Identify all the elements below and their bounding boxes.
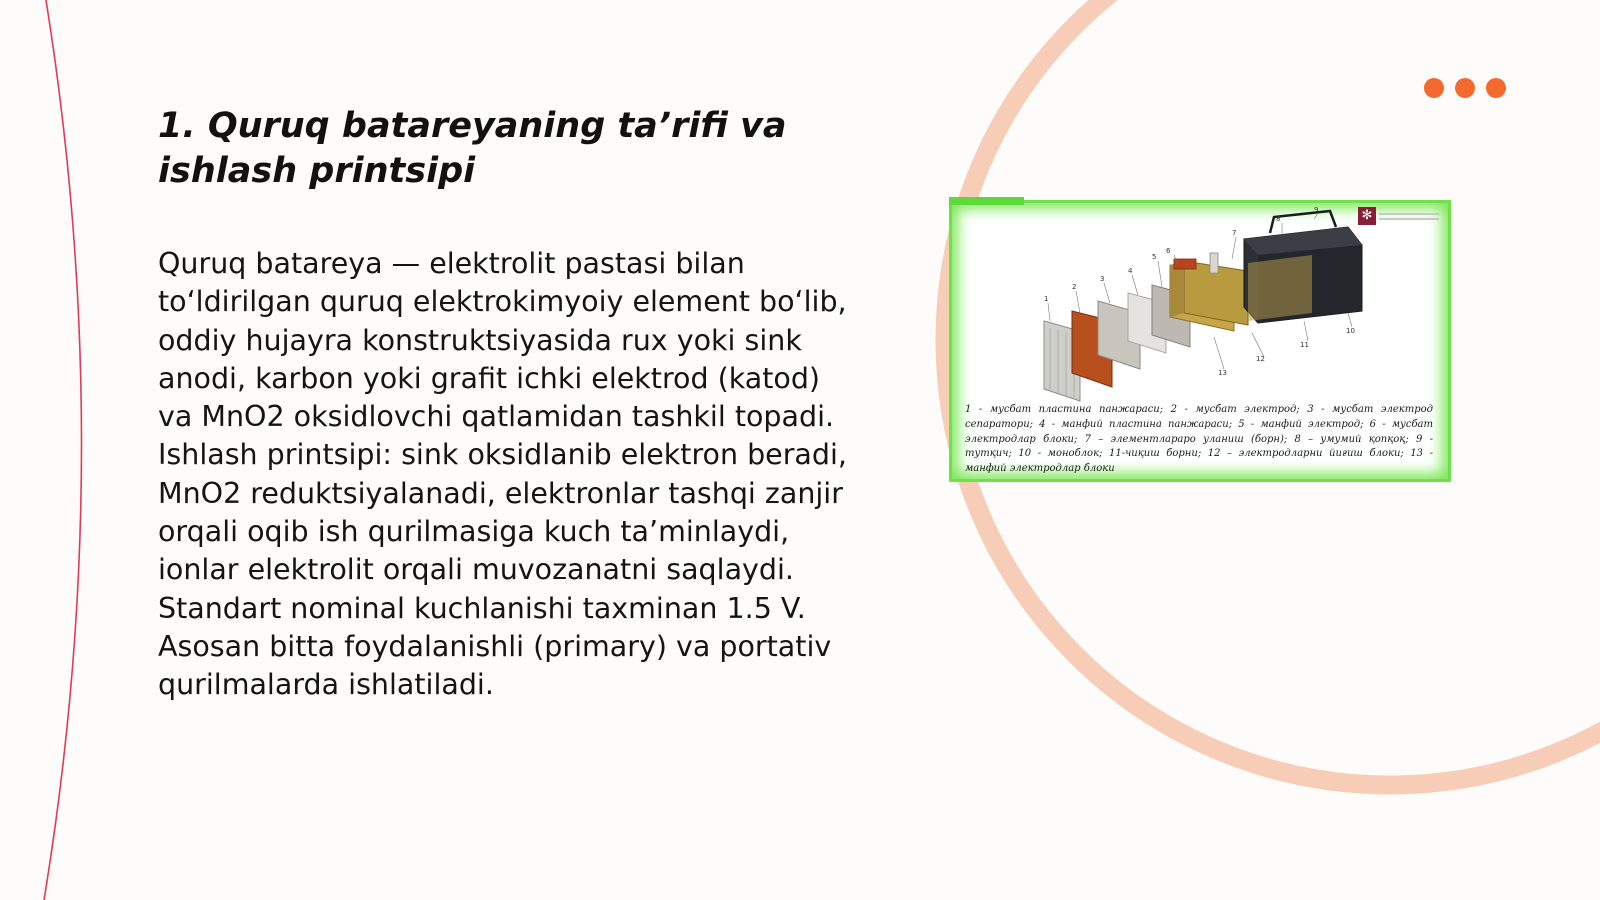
part-label-12: 12 xyxy=(1256,355,1265,363)
dot-1 xyxy=(1424,78,1444,98)
battery-exploded-view xyxy=(952,203,1448,413)
part-label-6: 6 xyxy=(1166,247,1171,255)
slide-title: 1. Quruq batareyaning ta’rifi va ishlash printsipi xyxy=(158,106,787,191)
battery-diagram-figure xyxy=(949,200,1451,482)
emblem-icon: ✻ xyxy=(1358,205,1444,227)
part-label-7: 7 xyxy=(1232,229,1237,237)
part-label-13: 13 xyxy=(1218,369,1227,377)
dot-3 xyxy=(1486,78,1506,98)
part-label-9: 9 xyxy=(1314,206,1319,214)
part-label-1: 1 xyxy=(1044,295,1049,303)
monoblock-case xyxy=(1244,211,1362,323)
left-accent-line xyxy=(44,0,82,900)
slide-body-text: Quruq batareya — elektrolit pastasi bilan to‘ldirilgan quruq elektrokimyoiy element bo‘lib, oddiy hujayra konstruktsiyasida rux yoki sink anodi, karbon yoki grafit ichki elektrod (katod) va MnO2 oksidlovchi qatlamidan tashkil topadi. Ishlash printsipi: sink oksidlanib elektron beradi, MnO2 reduktsiyalanadi, elektronlar tashqi zanjir orqali oqib ish qurilmasiga kuch ta’minlaydi, ionlar elektrolit orqali muvozanatni saqlaydi. Standart nominal kuchlanishi taxminan 1.5 V. Asosan bitta foydalanishli (primary) va portativ qurilmalarda ishlatiladi. xyxy=(158,247,847,702)
electrode-block xyxy=(1170,253,1248,331)
part-label-8: 8 xyxy=(1276,215,1281,223)
part-label-4: 4 xyxy=(1128,267,1133,275)
dot-2 xyxy=(1455,78,1475,98)
three-dots-decoration xyxy=(1424,78,1506,98)
figure-caption: 1 - мусбат пластина панжараси; 2 - мусбат электрод; 3 - мусбат электрод сепаратори; 4 - манфий пластина панжараси; 5 - манфий электрод; 6 - мусбат электродлар блоки; 7 – элементлараро уланиш (борн); 8 – умумий қопқоқ; 9 - тутқич; 10 - моноблок; 11-чиқиш борни; 12 – электродларни йиғиш блоки; 13 - манфий электродлар блоки xyxy=(965,404,1433,475)
part-label-5: 5 xyxy=(1152,253,1157,261)
part-label-11: 11 xyxy=(1300,341,1309,349)
part-label-10: 10 xyxy=(1346,327,1355,335)
part-label-3: 3 xyxy=(1100,275,1105,283)
part-label-2: 2 xyxy=(1072,283,1077,291)
